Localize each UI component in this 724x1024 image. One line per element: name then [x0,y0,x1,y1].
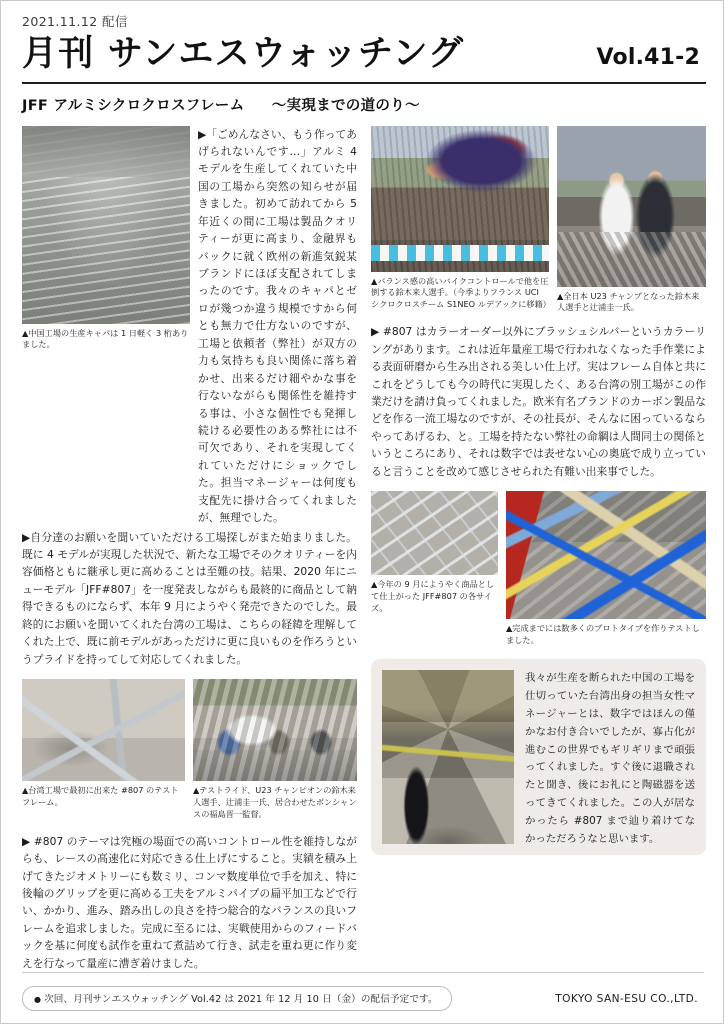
caption-champion-podium: ▲全日本 U23 チャンプとなった鈴木来人選手と辻浦圭一氏。 [557,290,700,313]
second-paragraph: ▶自分達のお願いを聞いていただける工場探しがまた始まりました。既に 4 モデルが実現した状況で、新たな工場でそのクオリティーを内容価格ともに継承し更に高めることは至難の技。結果、2020 年にニューモデル「JFF#807」を一度発表しながらも最終的に商品として納得できるものにならず、本年 9 月にようやく発売できたのでした。最終的にお願いを聞いてくれた台湾の工場は、こちらの経緯を理解してくれた上で、既に前モデルがあっただけに更に良いものを作ろうというプライドを持ってして対応してくれました。 [22,530,358,666]
right-bottom-photo-row [371,491,706,647]
header-divider [22,82,706,84]
photo-china-factory [22,126,190,324]
photo-factory-aisle [382,670,514,844]
page-content [22,15,706,1011]
company-name: TOKYO SAN-ESU CO.,LTD. [555,992,698,1005]
next-issue-notice [22,986,452,1011]
photo-test-frame [22,679,185,781]
right-photo1-block [371,126,549,315]
bullet-icon: ● [34,995,42,1004]
photo-race-action [371,126,549,272]
caption-test-frame: ▲台湾工場で最初に出来た #807 のテストフレーム。 [22,785,179,807]
issue-date: 2021.11.12 配信 [22,14,128,29]
left-photo3-block [193,679,357,821]
footer-divider [22,972,704,973]
caption-frame-sizes: ▲今年の 9 月にようやく商品として仕上がった JFF#807 の各サイズ。 [371,579,495,613]
right-column [371,126,706,973]
caption-china-factory: ▲中国工場の生産キャパは 1 日軽く 3 桁ありました。 [22,327,189,350]
left-intro-text-block [198,126,357,527]
left-bottom-photo-row [22,679,357,821]
left-photo2-block [22,679,185,821]
left-photo1-block [22,126,190,527]
photo-champion-podium [557,126,706,287]
left-column [22,126,357,973]
article-title [22,94,706,115]
photo-test-ride [193,679,357,781]
footer-row [22,986,704,1011]
masthead [22,33,706,74]
manager-note-box [371,659,706,855]
photo-prototypes [506,491,706,619]
right-photo4-block [506,491,706,647]
photo-frame-sizes [371,491,498,575]
article-title-main: JFF アルミシクロクロスフレーム [22,97,245,114]
left-top-row [22,126,357,527]
next-issue-text: 次回、月刊サンエスウォッチング Vol.42 は 2021 年 12 月 10 日（金）の配信予定です。 [44,994,438,1005]
manager-note-text: 我々が生産を断られた中国の工場を仕切っていた台湾出身の担当女性マネージャーとは、数字ではほんの僅かなお付き合いでしたが、寡占化が進むこの世界でもギリギリまで頑張ってくれました。すぐ後に退職されたと聞き、後にお礼にと陶磁器を送ってきてくれました。この人が居なかったら #807 まで辿り着けてなかっただろうなと思います。 [525,672,695,846]
article-subtitle: 〜実現までの道のり〜 [271,97,420,114]
page-footer [22,972,704,1011]
intro-paragraph: ▶「ごめんなさい、もう作ってあげられないんです…」アルミ 4 モデルを生産してくれていた中国の工場から突然の知らせが届きました。初めて訪れてから 5 年近くの間に工場は製品クオリティーが更に高まり、金融界もバックに就く欧州の新進気鋭某ブランドにほぼ支配されてしまったのです。我々のキャパとゼロが幾つか違う規模ですから何とも無力で仕方ないのですが、工場と依頼者（弊社）が双方の力も気持ちも良い関係に落ち着かせ、出来るだけ細やかな事を行ないながらも関係性を維持する事は、小さな個性でも発揮し続ける必要性のある弊社には不可欠であり、それを実現してくれていただけにショックでした。担当マネージャーは何度も支配先に掛け合ってくれましたが、無理でした。 [198,127,357,525]
right-photo3-block [371,491,498,615]
right-first-paragraph: ▶ #807 はカラーオーダー以外にブラッシュシルバーというカラーリングがあります。これは近年量産工場で行われなくなった手作業による表面研磨から生み出される美しい仕上げ。実はフレーム自体と共にこれをどうしても今の時代に実現したく、ある台湾の別工場がこの作業だけを請け負ってくれました。欧米有名ブランドのカーボン製品などを作る一流工場なのですが、その社長が、そんなに困っているならやってあげるわ、と。工場を持たない弊社の命綱は人間同士の関係というところにあり、それは数字では表せない心の奥底で成り立っていると言うことを改めて感じさせられた有難い出来事でした。 [371,325,706,478]
right-photo2-block [557,126,706,315]
caption-test-ride: ▲テストライド、U23 チャンピオンの鈴木来人選手、辻浦圭一氏、居合わせたボンシャンスの福島晋一監督。 [193,785,357,819]
magazine-title: 月刊 サンエスウォッチング [22,33,465,74]
article-columns [22,126,706,973]
caption-race-action: ▲バランス感の高いバイクコントロールで他を圧倒する鈴木来人選手。（今季よりフランス UCI シクロクロスチーム S1NEO ルデアックに移籍） [371,275,551,310]
right-top-row [371,126,706,315]
caption-prototypes: ▲完成までには数多くのプロトタイプを作りテストしました。 [506,623,700,646]
volume-label: Vol.41-2 [596,44,700,70]
third-paragraph: ▶ #807 のテーマは究極の場面での高いコントロール性を維持しながらも、レースの高速化に対応できる仕上げにすること。実績を積み上げてきたジオメトリーにも数ミリ、コンマ数度単位で手を加え、特に後輪のグリップを更に高める工夫をアルミパイプの扁平加工などで行い、かかり、進み、踏み出しの良さを持つ総合的なバランスの良いフレームを追求しました。完成に至るには、実戦使用からのフィードバックを基に何度も試作を重ねて煮詰めて行き、試走を重ね更に作り変えを行なって量産に漕ぎ着けました。 [22,834,357,970]
